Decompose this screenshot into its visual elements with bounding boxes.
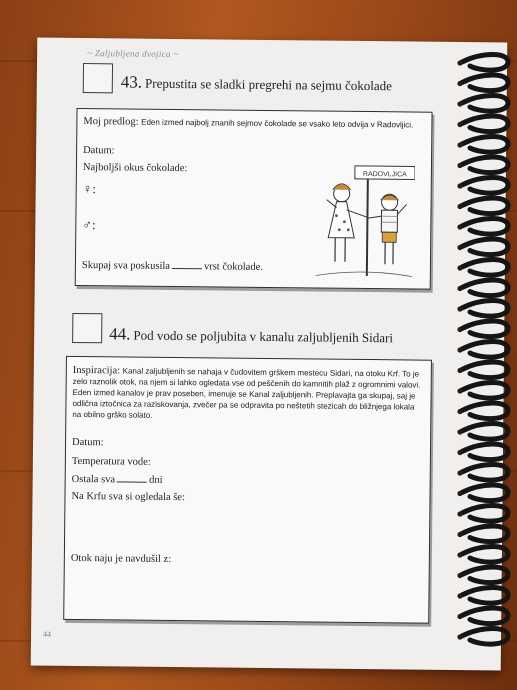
- spiral-ring: [462, 629, 508, 645]
- binding-hole: [457, 163, 462, 168]
- item-44-date-label: Datum:: [72, 436, 104, 449]
- male-icon: ♂:: [82, 217, 96, 233]
- binding-hole: [457, 470, 462, 475]
- binding-hole: [457, 409, 462, 414]
- sign-text: RADOVLJICA: [362, 170, 407, 179]
- total-tried-prefix: Skupaj sva poskusila: [81, 260, 171, 272]
- spiral-ring: [462, 342, 508, 358]
- binding-hole: [457, 347, 462, 352]
- item-43-date-label: Datum:: [83, 145, 115, 157]
- item-43-title: [121, 72, 392, 95]
- binding-hole: [457, 81, 462, 86]
- binding-hole: [457, 245, 462, 250]
- binding-hole: [457, 60, 462, 65]
- item-44-number: 44.: [109, 324, 131, 344]
- binding-hole: [457, 142, 462, 147]
- spiral-ring: [462, 260, 508, 276]
- binding-hole: [457, 327, 462, 332]
- spiral-ring: [462, 526, 508, 542]
- binding-hole: [457, 101, 462, 106]
- spiral-ring: [462, 137, 508, 153]
- binding-hole: [457, 388, 462, 393]
- spiral-ring: [462, 362, 508, 378]
- inspiration-label: Inspiracija:: [72, 364, 121, 377]
- binding-hole: [457, 429, 462, 434]
- item-44-title: [109, 324, 393, 347]
- spiral-ring: [462, 178, 508, 194]
- inspiration-text: Kanal zaljubljenih se nahaja v čudovitem grškem mestecu Sidari, na otoku Krf. To je zelo raznolik otok, na njem si lahko ogledata vse od peščenih do kamnitih plaž z ogromnimi valovi. Eden izmed kanalov je prav poseben, imenuje se Kanal zaljubljenih. Preplavajta ga skupaj, saj je odlična iztočnica za raziskovanja, zvečer pa se odpravita po neštetih stezicah do bližnjega lokala na obilno grško solato.: [72, 366, 421, 420]
- water-temp-label: Temperatura vode:: [71, 455, 151, 468]
- binding-hole: [457, 286, 462, 291]
- spiral-ring: [462, 280, 508, 296]
- binding-hole: [457, 450, 462, 455]
- spiral-ring: [462, 547, 508, 563]
- suggestion-text: Eden izmed najbolj znanih sejmov čokolade se vsako leto odvija v Radovljici.: [141, 117, 414, 130]
- spiral-ring: [462, 567, 508, 583]
- binding-hole: [457, 491, 462, 496]
- binding-hole: [457, 573, 462, 578]
- seen-label: Na Krfu sva si ogledala še:: [71, 490, 185, 504]
- total-tried-blank[interactable]: [172, 260, 202, 269]
- spiral-ring: [462, 424, 508, 440]
- page-number: 44: [43, 629, 52, 639]
- spiral-ring: [462, 301, 508, 317]
- spiral-ring: [462, 55, 508, 71]
- spiral-ring: [462, 96, 508, 112]
- spiral-ring: [462, 321, 508, 337]
- stayed-prefix: Ostala sva: [71, 473, 116, 486]
- spiral-ring: [462, 444, 508, 460]
- item-43-card: [75, 108, 433, 290]
- spiral-ring: [462, 403, 508, 419]
- binding-hole: [457, 265, 462, 270]
- stayed-blank[interactable]: [117, 473, 147, 482]
- item-44-card: [63, 356, 432, 624]
- spiral-ring: [462, 465, 508, 481]
- binding-hole: [457, 593, 462, 598]
- inspiration-paragraph: [72, 365, 425, 424]
- item-43-title-text: Prepustita se sladki pregrehi na sejmu čokolade: [145, 75, 393, 94]
- spiral-ring: [462, 588, 508, 604]
- spiral-ring: [462, 383, 508, 399]
- binding-hole: [457, 368, 462, 373]
- binding-hole: [457, 552, 462, 557]
- female-icon: ♀:: [82, 181, 97, 197]
- binding-hole: [457, 532, 462, 537]
- binding-hole: [457, 614, 462, 619]
- spiral-ring: [462, 198, 508, 214]
- spiral-ring: [462, 157, 508, 173]
- spiral-binding: [452, 50, 517, 670]
- island-thrilled-label: Otok naju je navdušil z:: [70, 552, 172, 565]
- binding-hole: [457, 122, 462, 127]
- notebook-page: [31, 38, 508, 671]
- binding-hole: [457, 224, 462, 229]
- item-43-number: 43.: [120, 72, 143, 92]
- page-header-text: ~ Zaljubljena dvojica ~: [87, 48, 179, 60]
- suggestion-label: Moj predlog:: [83, 116, 139, 128]
- item-44-checkbox[interactable]: [72, 313, 102, 343]
- stayed-suffix: dni: [149, 474, 163, 486]
- item-44-title-text: Pod vodo se poljubita v kanalu zaljubljenih Sidari: [133, 327, 394, 346]
- spiral-ring: [462, 116, 508, 132]
- binding-hole: [457, 183, 462, 188]
- total-tried-suffix: vrst čokolade.: [203, 261, 263, 273]
- binding-hole: [457, 306, 462, 311]
- couple-illustration: [314, 159, 415, 284]
- total-tried-line: [82, 259, 263, 273]
- spiral-ring: [462, 608, 508, 624]
- suggestion-line: [83, 117, 425, 131]
- spiral-ring: [462, 239, 508, 255]
- item-43-checkbox[interactable]: [83, 63, 113, 93]
- binding-hole: [457, 511, 462, 516]
- stayed-line: [72, 473, 163, 486]
- binding-hole: [457, 204, 462, 209]
- binding-hole: [457, 634, 462, 639]
- spiral-ring: [462, 219, 508, 235]
- spiral-ring: [462, 75, 508, 91]
- spiral-ring: [462, 506, 508, 522]
- best-flavor-label: Najboljši okus čokolade:: [82, 162, 188, 175]
- spiral-ring: [462, 485, 508, 501]
